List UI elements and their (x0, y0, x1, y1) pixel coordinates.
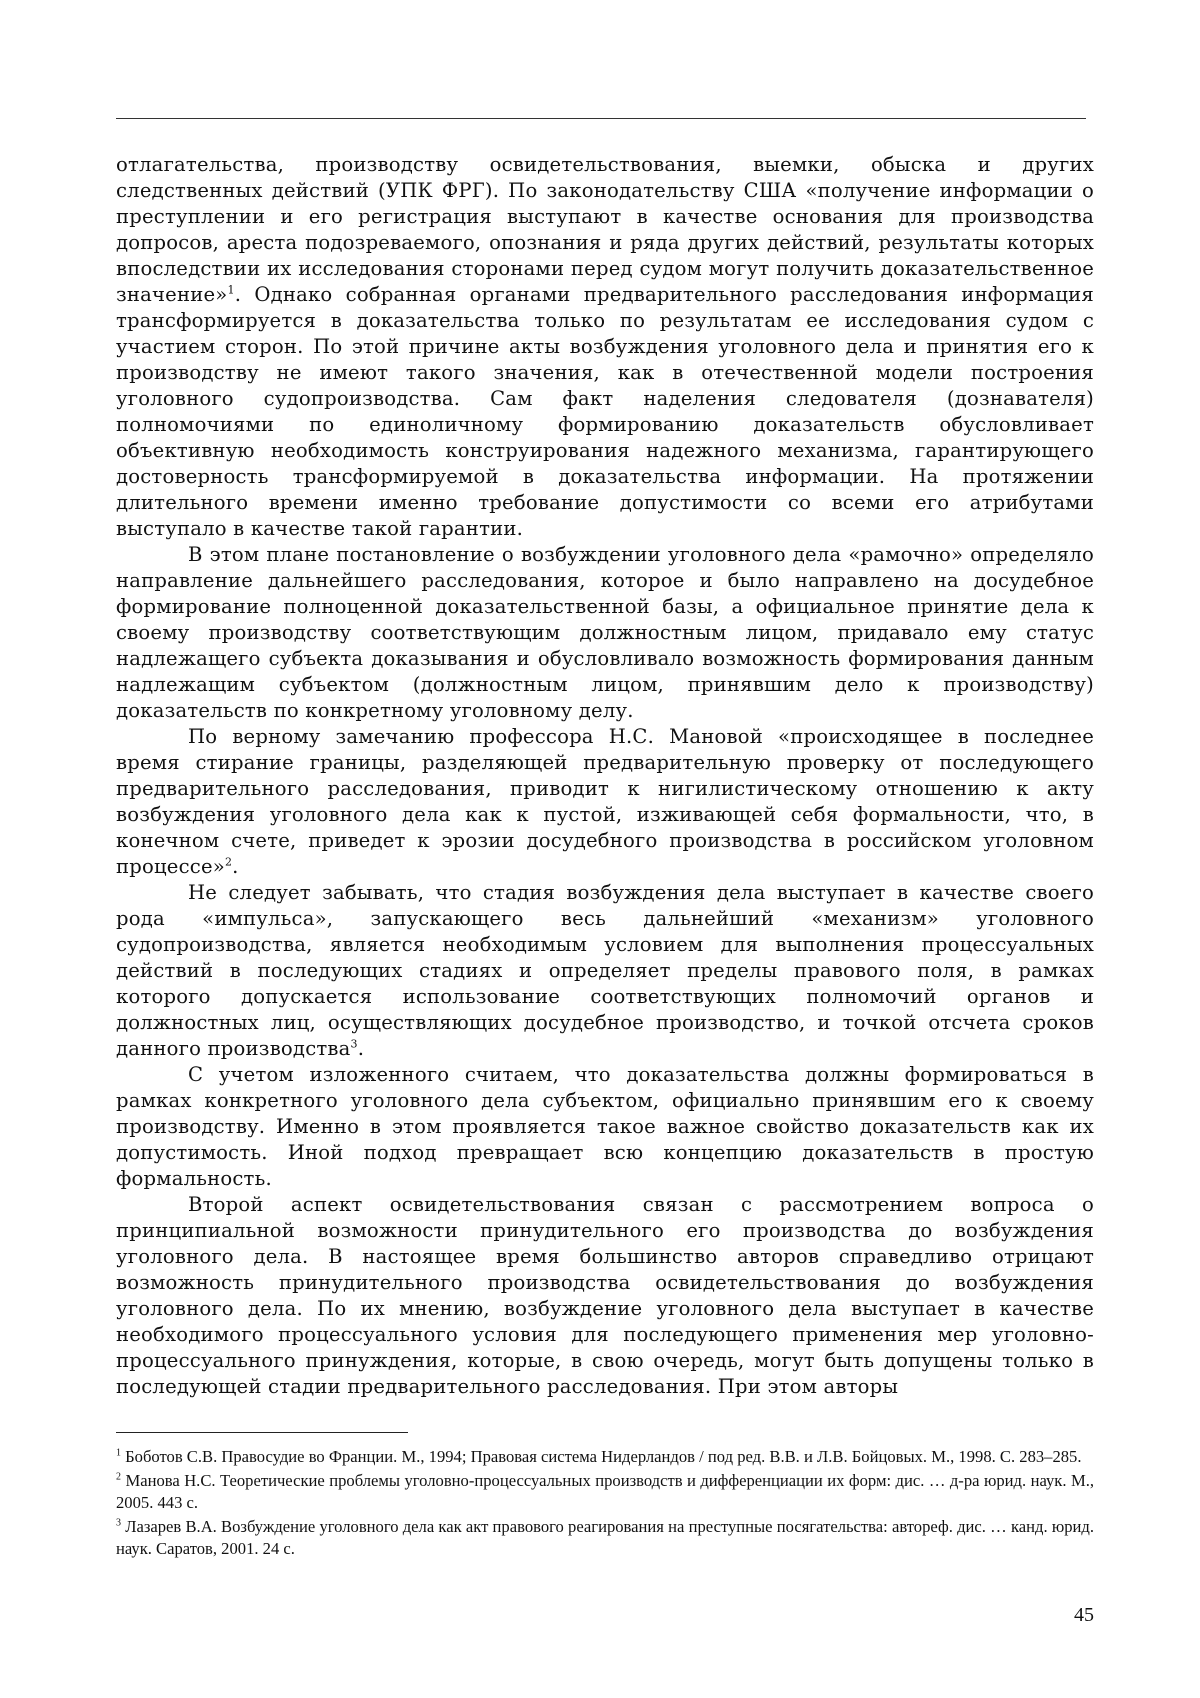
paragraph-1 (116, 152, 1094, 542)
paragraph-4 (116, 880, 1094, 1062)
footnote-number: 2 (116, 1471, 121, 1482)
paragraph-text: Не следует забывать, что стадия возбуждения дела выступает в качестве своего рода «импульса», запускающего весь дальнейший «механизм» уголовного судопроизводства, является необходимым условием для выполнения процессуальных действий в последующих стадиях и определяет пределы правового поля, в рамках которого допускается использование соответствующих полномочий органов и должностных лиц, осуществляющих досудебное производство, и точкой отсчета сроков данного производства (116, 881, 1094, 1060)
paragraph-text: . Однако собранная органами предварительного расследования информация трансформируется в доказательства только по результатам ее исследования судом с участием сторон. По этой причине акты возбуждения уголовного дела и принятия его к производству не имеют такого значения, как в отечественной модели построения уголовного судопроизводства. Сам факт наделения следователя (дознавателя) полномочиями по единоличному формированию доказательств обусловливает объективную необходимость конструирования надежного механизма, гарантирующего достоверность трансформируемой в доказательства информации. На протяжении длительного времени именно требование допустимости со всеми его атрибутами выступало в качестве такой гарантии. (116, 283, 1094, 540)
paragraph-text: . (358, 1037, 364, 1060)
footnote-1 (116, 1446, 1094, 1468)
footnote-text: Лазарев В.А. Возбуждение уголовного дела как акт правового реагирования на преступные посягательства: автореф. дис. … канд. юрид. наук. Саратов, 2001. 24 с. (116, 1517, 1094, 1558)
footnote-ref-3: 3 (351, 1037, 358, 1050)
footnote-3 (116, 1516, 1094, 1560)
paragraph-text: По верному замечанию профессора Н.С. Мановой «происходящее в последнее время стирание границы, разделяющей предварительную проверку от последующего предварительного расследования, приводит к нигилистическому отношению к акту возбуждения уголовного дела как к пустой, изживающей себя формальности, что, в конечном счете, приведет к эрозии досудебного производства в российском уголовном процессе» (116, 725, 1094, 878)
paragraph-text: отлагательства, производству освидетельствования, выемки, обыска и других следственных действий (УПК ФРГ). По законодательству США «получение информации о преступлении и его регистрация выступают в качестве основания для производства допросов, ареста подозреваемого, опознания и ряда других действий, результаты которых впоследствии их исследования сторонами перед судом могут получить доказательственное значение» (116, 153, 1094, 306)
footnote-ref-2: 2 (225, 855, 232, 868)
body-text (116, 152, 1094, 1400)
paragraph-2: В этом плане постановление о возбуждении уголовного дела «рамочно» определяло направление дальнейшего расследования, которое и было направлено на досудебное формирование полноценной доказательственной базы, а официальное принятие дела к своему производству соответствующим должностным лицом, придавало ему статус надлежащего субъекта доказывания и обусловливало возможность формирования данным надлежащим субъектом (должностным лицом, принявшим дело к производству) доказательств по конкретному уголовному делу. (116, 542, 1094, 724)
page-number: 45 (1040, 1604, 1094, 1627)
footnote-separator (116, 1432, 408, 1433)
footnote-text: Манова Н.С. Теоретические проблемы уголовно-процессуальных производств и дифференциации их форм: дис. … д-ра юрид. наук. М., 2005. 443 с. (116, 1471, 1094, 1512)
paragraph-5: С учетом изложенного считаем, что доказательства должны формироваться в рамках конкретного уголовного дела субъектом, официально принявшим его к своему производству. Именно в этом проявляется такое важное свойство доказательств как их допустимость. Иной подход превращает всю концепцию доказательств в простую формальность. (116, 1062, 1094, 1192)
header-rule (116, 118, 1086, 119)
footnote-number: 1 (116, 1447, 121, 1458)
footnote-ref-1: 1 (227, 283, 234, 296)
paragraph-6: Второй аспект освидетельствования связан с рассмотрением вопроса о принципиальной возможности принудительного его производства до возбуждения уголовного дела. В настоящее время большинство авторов справедливо отрицают возможность принудительного производства освидетельствования до возбуждения уголовного дела. По их мнению, возбуждение уголовного дела выступает в качестве необходимого процессуального условия для последующего применения мер уголовно-процессуального принуждения, которые, в свою очередь, могут быть допущены только в последующей стадии предварительного расследования. При этом авторы (116, 1192, 1094, 1400)
paragraph-text: . (232, 855, 238, 878)
footnotes (116, 1446, 1094, 1562)
document-page (0, 0, 1200, 1698)
paragraph-3 (116, 724, 1094, 880)
footnote-number: 3 (116, 1517, 121, 1528)
footnote-2 (116, 1470, 1094, 1514)
footnote-text: Боботов С.В. Правосудие во Франции. М., 1994; Правовая система Нидерландов / под ред. В.В. и Л.В. Бойцовых. М., 1998. С. 283–285. (121, 1447, 1082, 1466)
